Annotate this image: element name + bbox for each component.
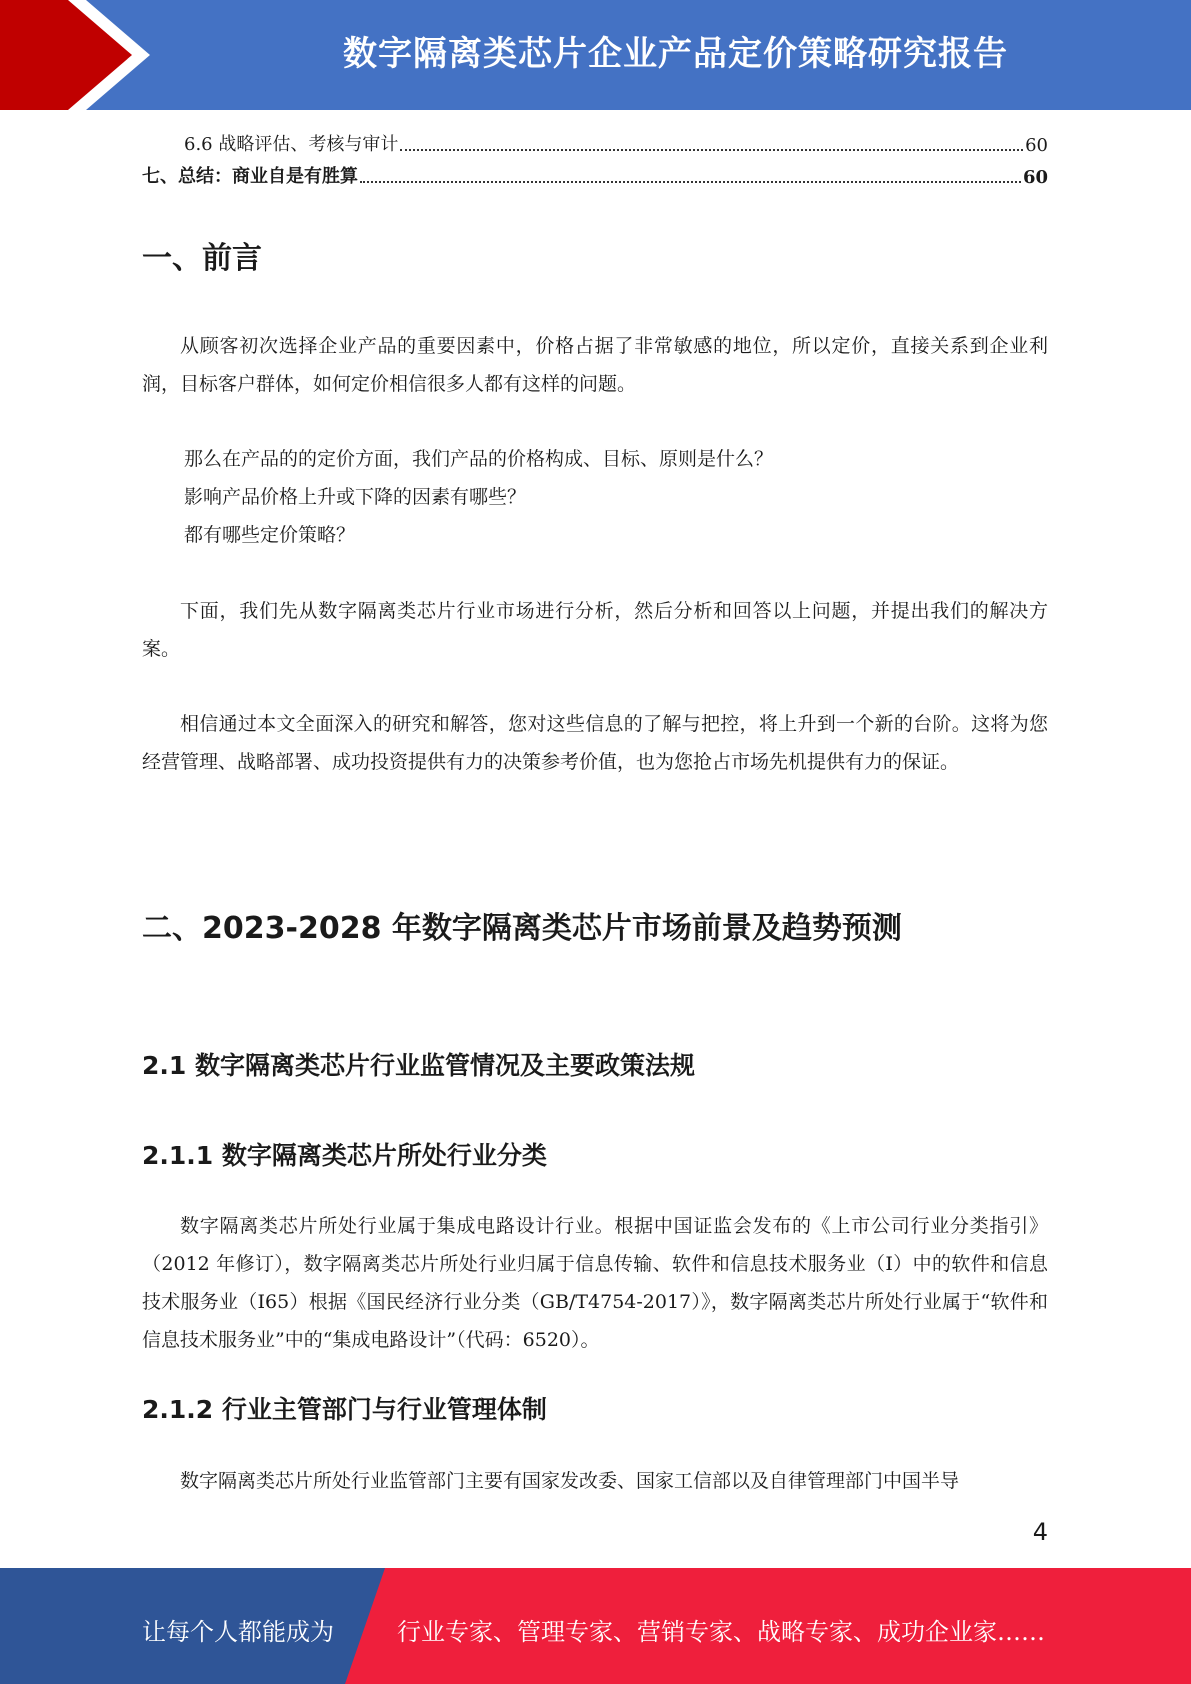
subsection-heading: 2.1.2 行业主管部门与行业管理体制 xyxy=(142,1395,547,1424)
paragraph: 从顾客初次选择企业产品的重要因素中，价格占据了非常敏感的地位，所以定价，直接关系到企业利润，目标客户群体，如何定价相信很多人都有这样的问题。 xyxy=(142,335,1048,395)
toc-entry-label: 七、总结：商业自是有胜算 xyxy=(142,166,358,187)
subsection-heading: 2.1.1 数字隔离类芯片所处行业分类 xyxy=(142,1141,547,1170)
question-line: 那么在产品的的定价方面，我们产品的价格构成、目标、原则是什么？ xyxy=(184,448,774,470)
toc-entry-page: 60 xyxy=(1022,167,1048,188)
paragraph: 数字隔离类芯片所处行业监管部门主要有国家发改委、国家工信部以及自律管理部门中国半导 xyxy=(180,1470,960,1492)
paragraph: 数字隔离类芯片所处行业属于集成电路设计行业。根据中国证监会发布的《上市公司行业分类指引》（2012 年修订），数字隔离类芯片所处行业归属于信息传输、软件和信息技术服务业（I）中的软件和信息技术服务业（I65）根据《国民经济行业分类（GB/T4754-2017）》，数字隔离类芯片所处行业属于“软件和信息技术服务业”中的“集成电路设计”（代码：6520）。 xyxy=(142,1215,1048,1351)
report-title: 数字隔离类芯片企业产品定价策略研究报告 xyxy=(343,34,1008,74)
toc-entry[interactable] xyxy=(142,160,1048,188)
section-heading-market: 二、2023-2028 年数字隔离类芯片市场前景及趋势预测 xyxy=(142,911,902,946)
question-line: 影响产品价格上升或下降的因素有哪些？ xyxy=(184,486,527,508)
toc-leader-dots xyxy=(400,149,1023,151)
section-heading-preface: 一、前言 xyxy=(142,241,262,276)
page-header xyxy=(0,0,1191,110)
footer-slogan-right: 行业专家、管理专家、营销专家、战略专家、成功企业家…… xyxy=(397,1618,1045,1646)
subsection-heading: 2.1 数字隔离类芯片行业监管情况及主要政策法规 xyxy=(142,1051,695,1080)
toc-entry[interactable] xyxy=(142,128,1048,156)
page-number: 4 xyxy=(1032,1518,1048,1546)
toc-entry-label: 6.6 战略评估、考核与审计 xyxy=(184,134,399,155)
footer-slogan-left: 让每个人都能成为 xyxy=(142,1618,334,1646)
question-line: 都有哪些定价策略？ xyxy=(184,524,356,546)
chevron-icon xyxy=(0,0,140,110)
toc-entry-page: 60 xyxy=(1025,135,1048,156)
paragraph: 下面，我们先从数字隔离类芯片行业市场进行分析，然后分析和回答以上问题，并提出我们的解决方案。 xyxy=(142,600,1048,660)
page-footer xyxy=(0,1568,1191,1684)
paragraph: 相信通过本文全面深入的研究和解答，您对这些信息的了解与把控，将上升到一个新的台阶。这将为您经营管理、战略部署、成功投资提供有力的决策参考价值，也为您抢占市场先机提供有力的保证。 xyxy=(142,713,1048,773)
toc-leader-dots xyxy=(360,181,1021,183)
